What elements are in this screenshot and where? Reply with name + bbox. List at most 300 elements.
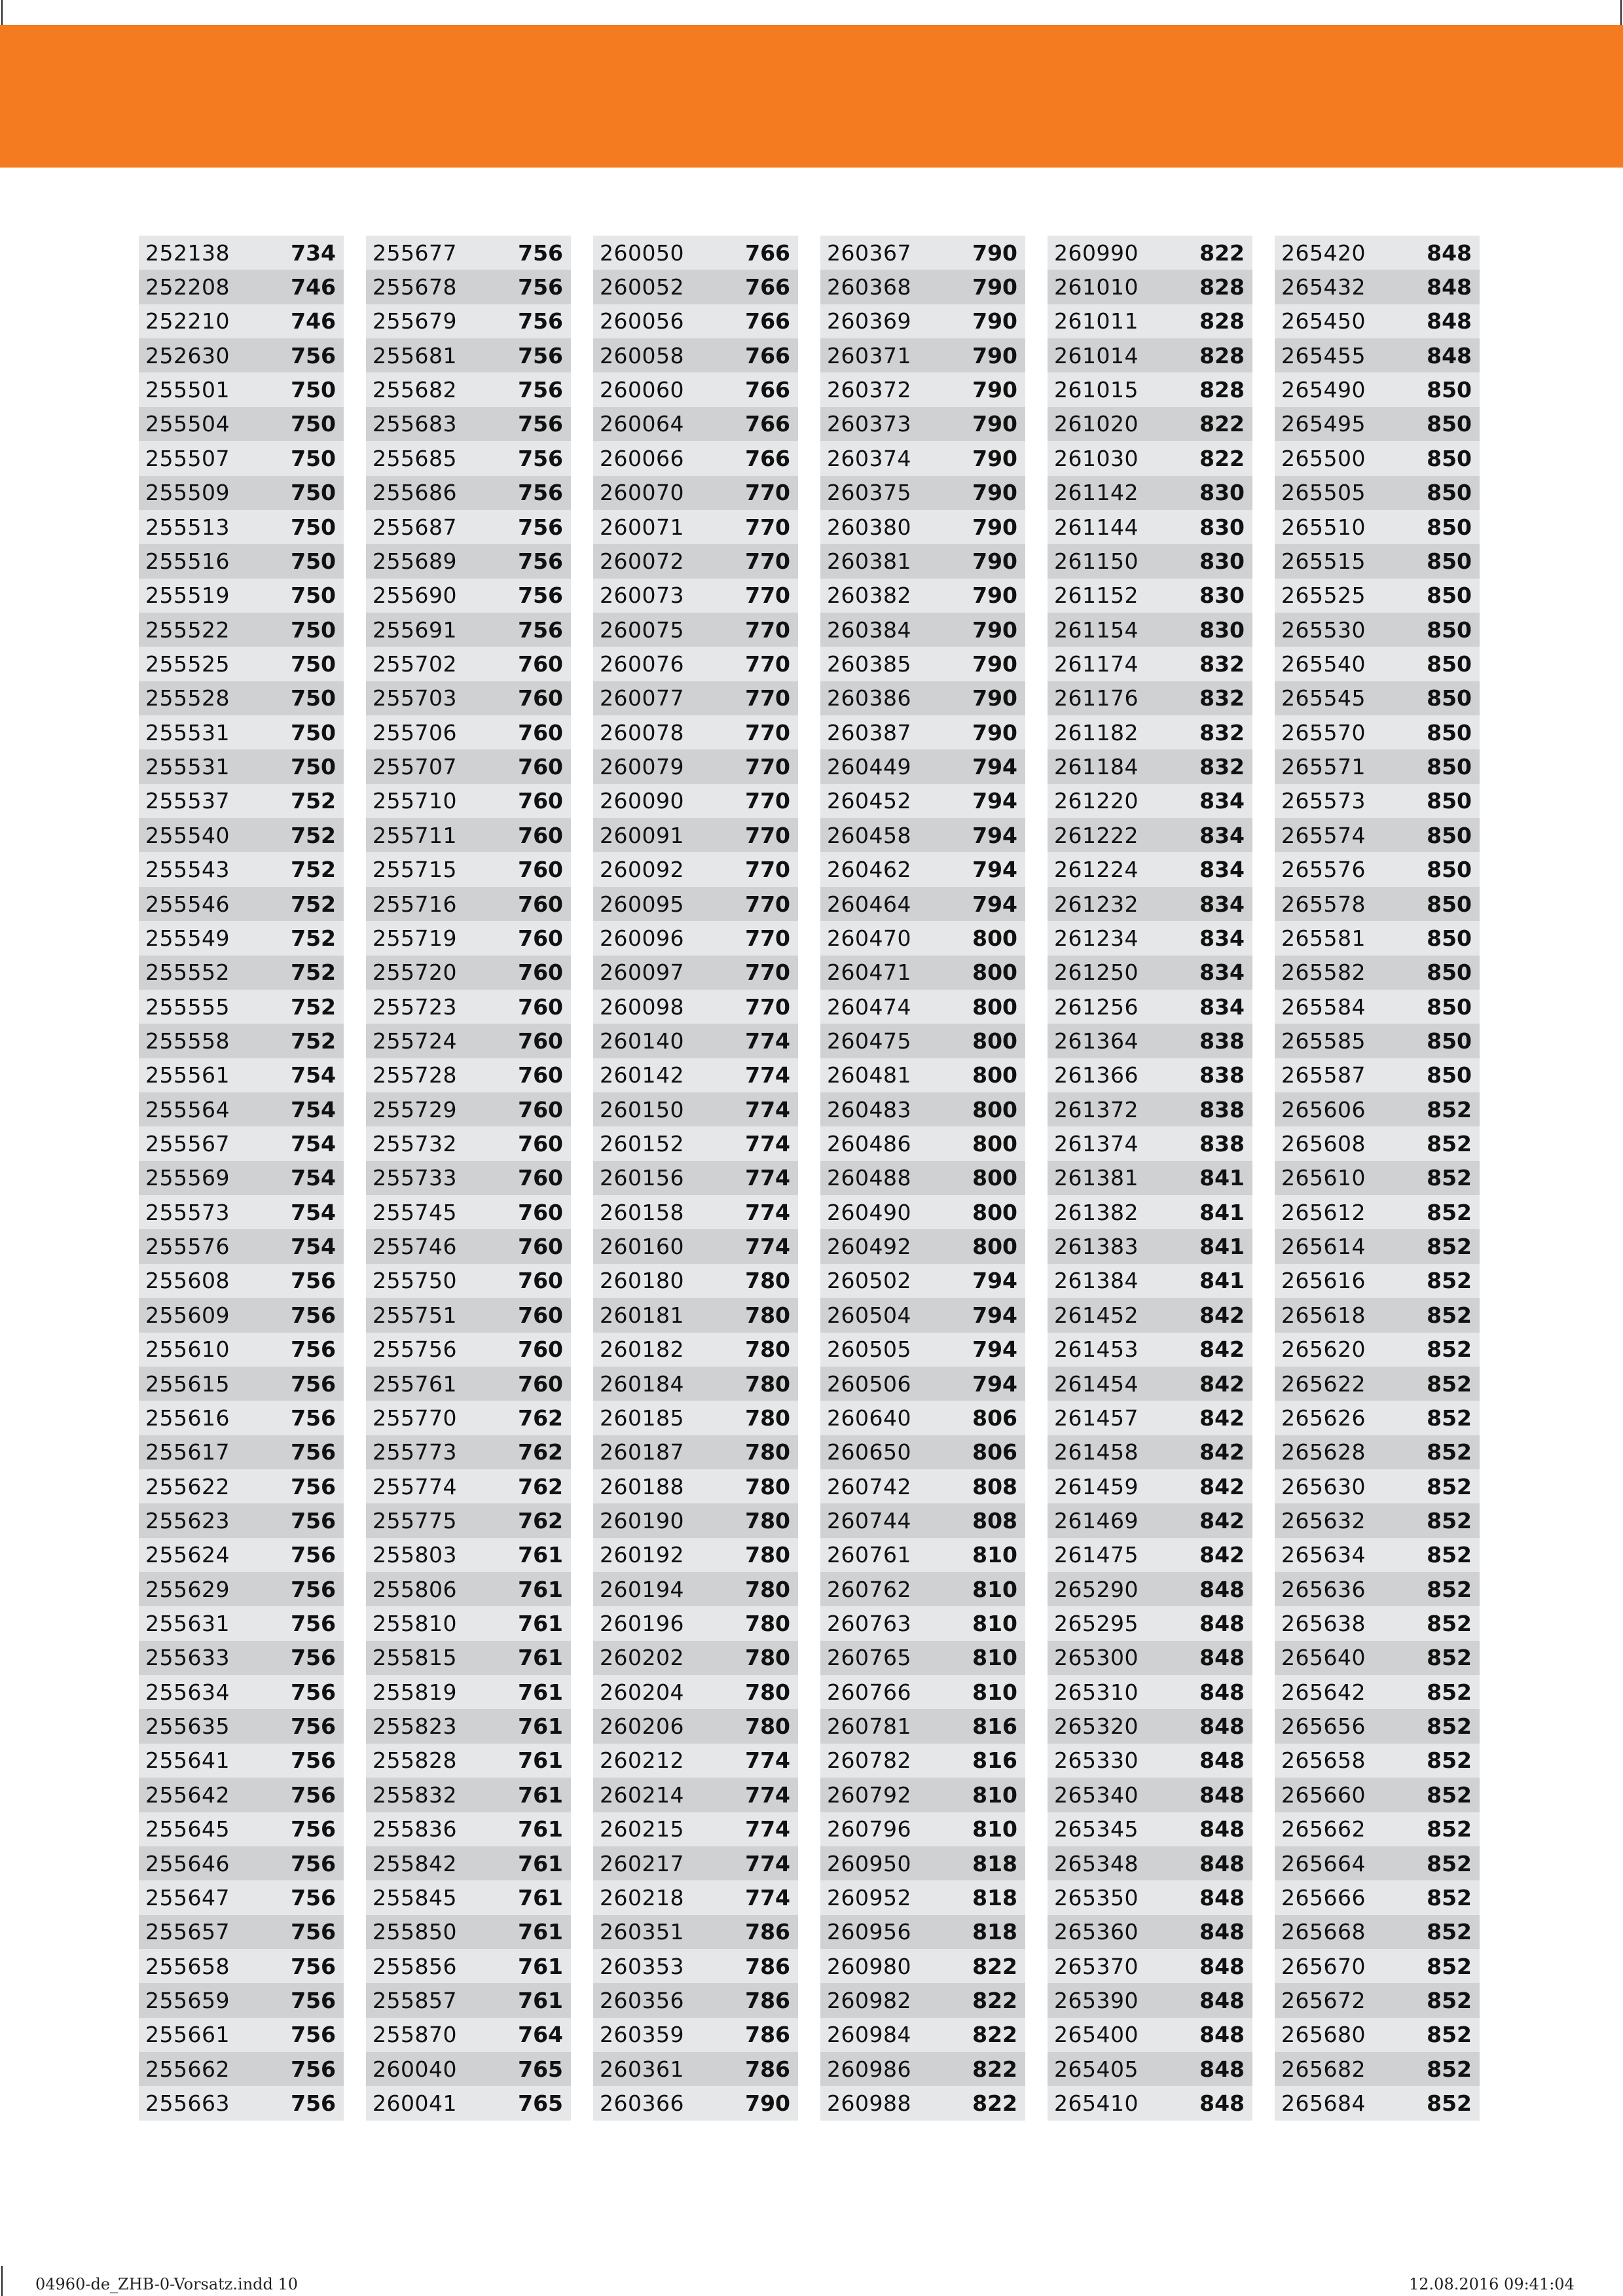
page-number: 790 [972,617,1017,643]
article-number: 260374 [827,445,911,471]
page-number: 756 [291,342,336,368]
article-number: 255687 [373,514,457,540]
page-number: 800 [972,1234,1017,1260]
index-row [1275,1744,1480,1778]
index-row [1048,1469,1252,1503]
page-number: 848 [1199,1850,1245,1876]
page-number: 770 [745,891,790,917]
index-row [593,1092,798,1126]
article-number: 261250 [1054,960,1139,986]
index-row [820,1333,1025,1367]
page-number: 780 [745,1679,790,1705]
page-number: 780 [745,1268,790,1294]
article-number: 265620 [1281,1336,1366,1363]
article-number: 261384 [1054,1268,1139,1294]
index-row [1275,1092,1480,1126]
article-number: 260041 [373,2090,457,2117]
index-row [1275,887,1480,921]
article-number: 255732 [373,1131,457,1157]
page-number: 850 [1427,1062,1472,1088]
article-number: 265616 [1281,1268,1366,1294]
index-row [366,887,571,921]
article-number: 255647 [145,1884,230,1910]
page-number: 762 [518,1439,563,1465]
article-number: 261150 [1054,548,1139,574]
index-row [820,921,1025,955]
page-number: 774 [745,1028,790,1054]
index-row [1048,1880,1252,1914]
article-number: 261174 [1054,651,1139,677]
page-number: 750 [291,651,336,677]
page-number: 841 [1199,1268,1245,1294]
page-number: 830 [1199,617,1245,643]
page-number: 750 [291,685,336,711]
index-row [593,2018,798,2052]
index-row [1275,1812,1480,1846]
index-row [1048,921,1252,955]
page-number: 756 [291,1884,336,1910]
article-number: 260206 [600,1713,684,1740]
article-number: 252138 [145,240,230,266]
article-number: 255576 [145,1234,230,1260]
page-number: 756 [291,1542,336,1568]
article-number: 260506 [827,1371,911,1397]
page-number: 764 [518,2022,563,2048]
article-number: 260217 [600,1850,684,1876]
page-number: 852 [1427,1816,1472,1842]
page-number: 756 [518,411,563,437]
index-column [1275,236,1480,2121]
page-number: 750 [291,617,336,643]
page-number: 852 [1427,1302,1472,1328]
article-number: 255531 [145,754,230,780]
article-number: 260156 [600,1165,684,1191]
article-number: 265670 [1281,1953,1366,1979]
index-row [139,1264,344,1298]
page-number: 842 [1199,1542,1245,1568]
article-number: 252210 [145,308,230,334]
article-number: 265574 [1281,822,1366,848]
index-row [1048,852,1252,886]
index-row [1275,647,1480,681]
index-row [1275,441,1480,475]
article-number: 265310 [1054,1679,1139,1705]
page-number: 790 [972,514,1017,540]
page-number: 830 [1199,480,1245,506]
index-row [820,236,1025,270]
article-number: 265660 [1281,1782,1366,1808]
article-number: 265628 [1281,1439,1366,1465]
page-number: 774 [745,1782,790,1808]
page-number: 770 [745,617,790,643]
article-number: 255645 [145,1816,230,1842]
page-number: 756 [518,342,563,368]
crop-mark-top-left [1,0,3,25]
article-number: 255702 [373,651,457,677]
page-number: 766 [745,445,790,471]
index-row [820,1024,1025,1058]
article-number: 260763 [827,1611,911,1637]
index-row [1275,784,1480,818]
index-row [593,1675,798,1709]
page-number: 780 [745,1507,790,1534]
index-row [366,1572,571,1606]
article-number: 255723 [373,994,457,1020]
page-number: 816 [972,1713,1017,1740]
page-number: 850 [1427,891,1472,917]
page-number: 752 [291,891,336,917]
index-row [593,1469,798,1503]
index-row [366,1538,571,1572]
page-number: 848 [1199,1919,1245,1945]
article-number: 255661 [145,2022,230,2048]
index-row [366,1880,571,1914]
article-number: 260792 [827,1782,911,1808]
article-number: 261224 [1054,857,1139,883]
page-number: 850 [1427,857,1472,883]
page-number: 834 [1199,925,1245,951]
page-number: 734 [291,240,336,266]
page-number: 770 [745,754,790,780]
index-row [1048,1709,1252,1743]
page-number: 774 [745,1234,790,1260]
page-number: 848 [1199,1645,1245,1671]
article-number: 255724 [373,1028,457,1054]
page-number: 770 [745,822,790,848]
article-number: 260160 [600,1234,684,1260]
index-row [139,1538,344,1572]
article-number: 255622 [145,1473,230,1499]
page-number: 850 [1427,685,1472,711]
index-row [1275,1024,1480,1058]
index-row [366,1641,571,1675]
page-number: 750 [291,377,336,403]
index-row [366,1058,571,1092]
page-number: 752 [291,822,336,848]
index-row [820,1058,1025,1092]
page-number: 850 [1427,480,1472,506]
index-row [139,852,344,886]
article-number: 260073 [600,583,684,609]
index-row [1275,1367,1480,1401]
article-number: 265405 [1054,2056,1139,2082]
index-row [593,1333,798,1367]
article-number: 260765 [827,1645,911,1671]
index-row [366,441,571,475]
article-number: 260386 [827,685,911,711]
article-number: 260504 [827,1302,911,1328]
index-row [366,2018,571,2052]
article-number: 260385 [827,651,911,677]
article-number: 265668 [1281,1919,1366,1945]
index-row [593,1949,798,1983]
index-row [1048,476,1252,510]
index-row [139,407,344,441]
article-number: 265632 [1281,1507,1366,1534]
page-number: 760 [518,1131,563,1157]
article-number: 255558 [145,1028,230,1054]
index-row [820,1469,1025,1503]
index-row [1048,681,1252,715]
article-number: 261383 [1054,1234,1139,1260]
article-number: 261152 [1054,583,1139,609]
article-number: 260366 [600,2090,684,2117]
article-number: 261232 [1054,891,1139,917]
index-row [1048,990,1252,1024]
page-number: 756 [291,1336,336,1363]
index-row [139,1195,344,1229]
index-row [593,407,798,441]
index-row [1048,2086,1252,2120]
page-number: 822 [1199,445,1245,471]
page-number: 750 [291,719,336,745]
index-row [366,1675,571,1709]
page-number: 822 [972,2022,1017,2048]
article-number: 255573 [145,1199,230,1225]
index-row [1048,338,1252,372]
article-number: 260351 [600,1919,684,1945]
page-number: 790 [972,719,1017,745]
page-number: 852 [1427,1713,1472,1740]
index-row [820,510,1025,544]
index-row [139,1161,344,1195]
index-row [139,1778,344,1812]
article-number: 255681 [373,342,457,368]
article-number: 255773 [373,1439,457,1465]
index-row [593,1058,798,1092]
page-number: 770 [745,925,790,951]
index-row [1275,1503,1480,1537]
index-row [820,1915,1025,1949]
article-number: 261142 [1054,480,1139,506]
index-row [366,1744,571,1778]
article-number: 255836 [373,1816,457,1842]
article-number: 260452 [827,788,911,814]
index-row [1048,1503,1252,1537]
index-row [593,441,798,475]
page-number: 800 [972,1028,1017,1054]
page-number: 760 [518,1234,563,1260]
index-row [1048,1915,1252,1949]
article-number: 260180 [600,1268,684,1294]
article-number: 252208 [145,274,230,300]
page-number: 806 [972,1439,1017,1465]
page-number: 800 [972,1131,1017,1157]
index-row [139,613,344,647]
index-row [1275,852,1480,886]
article-number: 260490 [827,1199,911,1225]
index-row [1048,1333,1252,1367]
index-row [820,887,1025,921]
index-row [139,956,344,990]
crop-mark-top-right [1620,0,1622,25]
index-row [1275,1469,1480,1503]
article-number: 265515 [1281,548,1366,574]
index-row [1048,1161,1252,1195]
index-row [1048,818,1252,852]
article-number: 260650 [827,1439,911,1465]
article-number: 260092 [600,857,684,883]
page-number: 780 [745,1439,790,1465]
article-number: 265360 [1054,1919,1139,1945]
article-number: 265680 [1281,2022,1366,2048]
page-number: 838 [1199,1028,1245,1054]
article-number: 260040 [373,2056,457,2082]
page-number: 774 [745,1096,790,1122]
article-number: 255531 [145,719,230,745]
page-number: 794 [972,1371,1017,1397]
index-row [593,1880,798,1914]
article-number: 255507 [145,445,230,471]
page-number: 754 [291,1131,336,1157]
page-number: 770 [745,583,790,609]
article-number: 265330 [1054,1748,1139,1774]
page-number: 756 [518,308,563,334]
page-number: 842 [1199,1473,1245,1499]
index-row [820,441,1025,475]
index-row [593,338,798,372]
page-number: 750 [291,583,336,609]
page-number: 756 [291,1782,336,1808]
page-number: 770 [745,514,790,540]
page-number: 765 [518,2056,563,2082]
page-number: 848 [1199,1988,1245,2013]
article-number: 261015 [1054,377,1139,403]
article-number: 255631 [145,1611,230,1637]
article-number: 265578 [1281,891,1366,917]
page-number: 761 [518,1542,563,1568]
page-number: 761 [518,1919,563,1945]
article-number: 265658 [1281,1748,1366,1774]
article-number: 255845 [373,1884,457,1910]
page-number: 774 [745,1131,790,1157]
article-number: 261452 [1054,1302,1139,1328]
page-number: 756 [518,583,563,609]
index-column [820,236,1025,2121]
page-number: 756 [291,1611,336,1637]
article-number: 265666 [1281,1884,1366,1910]
page-number: 760 [518,651,563,677]
page-number: 790 [972,411,1017,437]
page-number: 756 [518,548,563,574]
index-row [366,510,571,544]
page-number: 760 [518,1062,563,1088]
article-number: 260381 [827,548,911,574]
page-number: 766 [745,240,790,266]
index-row [1275,1229,1480,1263]
index-row [1275,1195,1480,1229]
page-number: 794 [972,1302,1017,1328]
index-row [593,1264,798,1298]
page-number: 790 [972,548,1017,574]
page-number: 852 [1427,1165,1472,1191]
article-number: 255635 [145,1713,230,1740]
index-row [593,2052,798,2086]
article-number: 265530 [1281,617,1366,643]
index-row [1048,1812,1252,1846]
page-number: 850 [1427,754,1472,780]
article-number: 265656 [1281,1713,1366,1740]
index-row [820,956,1025,990]
article-number: 265606 [1281,1096,1366,1122]
index-row [1048,1949,1252,1983]
article-number: 260371 [827,342,911,368]
page-number: 848 [1199,1576,1245,1602]
page-number: 774 [745,1062,790,1088]
index-row [593,236,798,270]
print-slug-filename: 04960-de_ZHB-0-Vorsatz.indd 10 [35,2275,299,2293]
page-number: 850 [1427,377,1472,403]
page-number: 852 [1427,1645,1472,1671]
index-row [139,1333,344,1367]
article-number: 265682 [1281,2056,1366,2082]
article-number: 265432 [1281,274,1366,300]
page-number: 850 [1427,960,1472,986]
page-number: 760 [518,925,563,951]
index-row [593,1298,798,1332]
page-number: 850 [1427,617,1472,643]
index-row [366,749,571,783]
page-number: 794 [972,1336,1017,1363]
article-number: 265390 [1054,1988,1139,2013]
page-number: 810 [972,1576,1017,1602]
page-number: 752 [291,925,336,951]
index-column [593,236,798,2121]
article-number: 255691 [373,617,457,643]
index-row [139,476,344,510]
article-number: 255720 [373,960,457,986]
page-number: 822 [1199,411,1245,437]
index-row [366,647,571,681]
article-number: 260796 [827,1816,911,1842]
article-number: 255703 [373,685,457,711]
article-number: 265570 [1281,719,1366,745]
article-number: 260353 [600,1953,684,1979]
index-row [366,1915,571,1949]
index-row [820,1264,1025,1298]
index-row [1048,1641,1252,1675]
index-row [139,1675,344,1709]
index-row [593,715,798,749]
article-number: 260488 [827,1165,911,1191]
article-number: 260215 [600,1816,684,1842]
page-number: 746 [291,274,336,300]
page-number: 852 [1427,1679,1472,1705]
index-row [593,1229,798,1263]
article-number: 260356 [600,1988,684,2013]
article-number: 255823 [373,1713,457,1740]
page-number: 822 [1199,240,1245,266]
article-number: 260152 [600,1131,684,1157]
article-number: 261010 [1054,274,1139,300]
page-number: 852 [1427,1919,1472,1945]
page-number: 756 [518,274,563,300]
article-number: 255501 [145,377,230,403]
index-row [1048,1092,1252,1126]
page-number: 841 [1199,1234,1245,1260]
article-number: 260142 [600,1062,684,1088]
page-number: 800 [972,925,1017,951]
page-number: 822 [972,1988,1017,2013]
index-row [1275,1161,1480,1195]
page-number: 786 [745,2056,790,2082]
article-number: 255528 [145,685,230,711]
index-row [139,1880,344,1914]
page-number: 852 [1427,1405,1472,1431]
page-number: 850 [1427,651,1472,677]
page-number: 760 [518,685,563,711]
article-number: 260150 [600,1096,684,1122]
